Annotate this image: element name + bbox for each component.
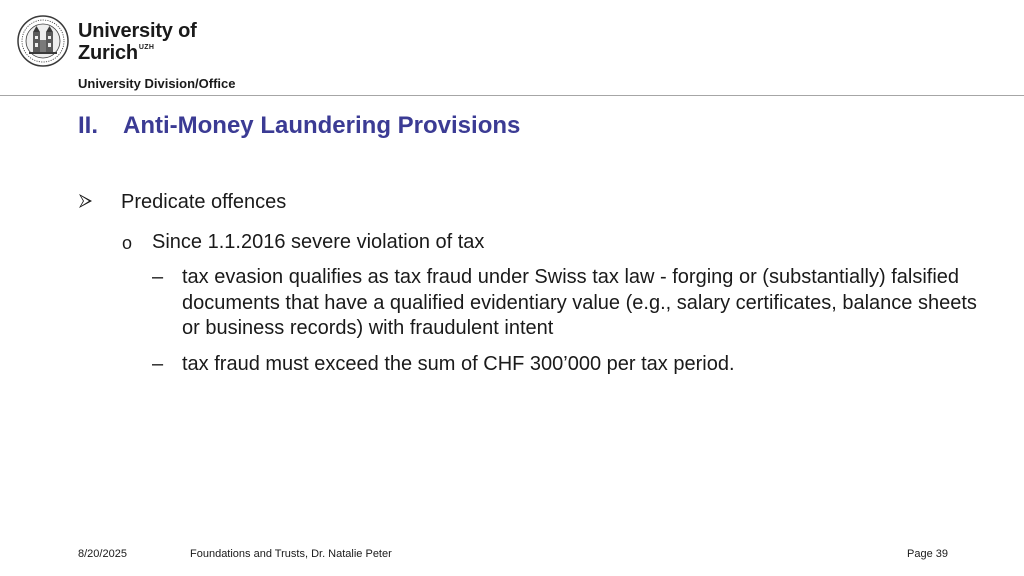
sub-bullet-tax-fraud-threshold: tax fraud must exceed the sum of CHF 300’000 per tax period. [182, 353, 735, 375]
sub-bullet-tax-evasion: tax evasion qualifies as tax fraud under Swiss tax law - forging or (substantially) falsified documents that have a qualified evidentiary value (e.g., salary certificates, balance sheets or business records) with fraudulent intent [182, 266, 977, 339]
slide-title [78, 112, 520, 140]
header-divider [0, 95, 1024, 96]
arrow-bullet-icon [78, 193, 94, 209]
title-number: II. [78, 112, 99, 139]
bullet-predicate-offences: Predicate offences [121, 191, 287, 213]
dash-bullet-marker: – [152, 353, 164, 375]
circle-bullet-marker: o [122, 233, 133, 253]
bullet-since-2016: Since 1.1.2016 severe violation of tax [152, 231, 485, 253]
title-text: Anti-Money Laundering Provisions [123, 112, 521, 139]
footer-page-number: Page 39 [907, 548, 948, 560]
footer-title: Foundations and Trusts, Dr. Natalie Peter [190, 548, 392, 560]
university-seal-logo [17, 15, 69, 67]
wordmark-line2-row [78, 42, 197, 64]
university-wordmark [78, 20, 197, 64]
division-label: University Division/Office [78, 76, 236, 91]
wordmark-superscript: UZH [138, 44, 155, 51]
wordmark-line2: Zurich [78, 42, 138, 64]
footer-date: 8/20/2025 [78, 548, 127, 560]
wordmark-line1: University of [78, 20, 197, 42]
dash-bullet-marker: – [152, 266, 164, 288]
seal-icon [17, 15, 69, 67]
